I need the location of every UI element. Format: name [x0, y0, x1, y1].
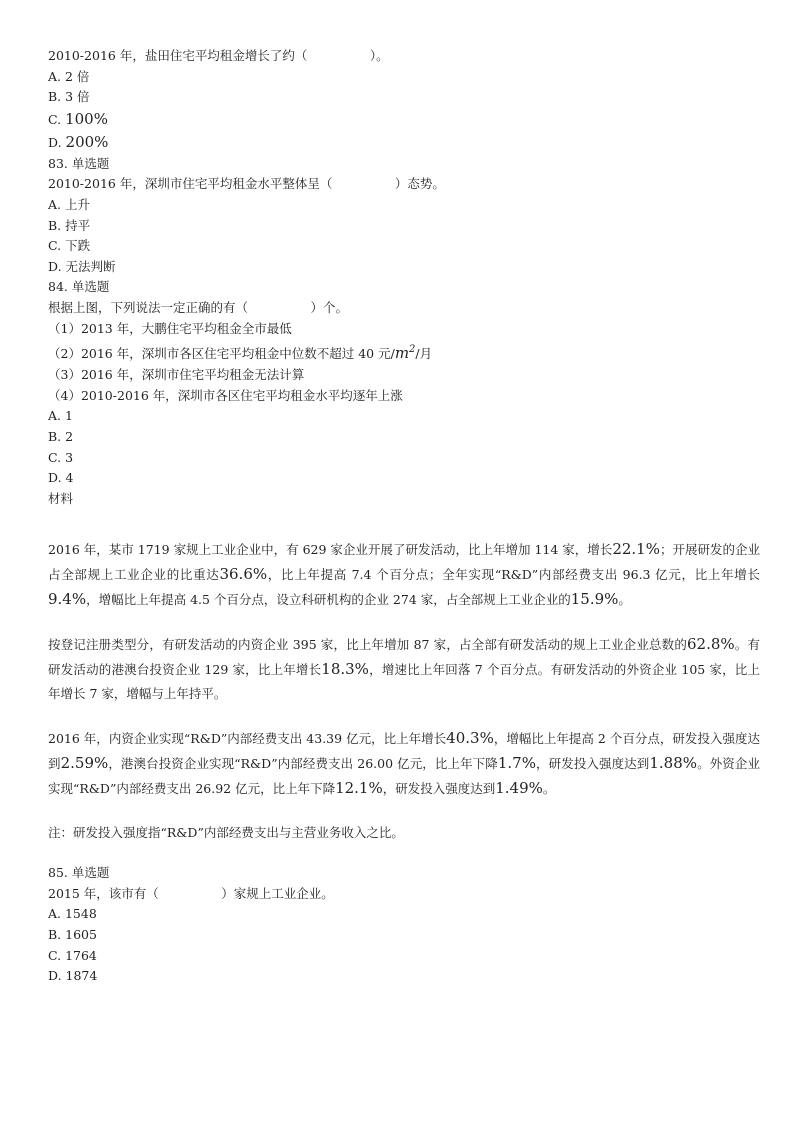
- text-run: 2016 年，某市 1719 家规上工业企业中，有 629 家企业开展了研发活动，比上年增加 114 家，增长: [48, 542, 613, 558]
- question-84-stem: 根据上图，下列说法一定正确的有（ ）个。: [48, 299, 349, 315]
- option-b: B. 3 倍: [48, 89, 90, 105]
- option-c: [48, 108, 760, 131]
- math-value: 1.7%: [497, 754, 536, 773]
- text-run: 2016 年，内资企业实现“R&D”内部经费支出 43.39 亿元，比上年增长: [48, 731, 447, 747]
- text-run: 按登记注册类型分，有研发活动的内资企业 395 家，比上年增加 87 家，占全部有研发活动的规上工业企业总数的: [48, 637, 687, 653]
- material-paragraph-2: [48, 632, 760, 706]
- text-run: ；开展研发的企业占全部规上工业企业的比重达: [48, 542, 760, 583]
- text-run: ，增速比上年回落 7 个百分点。有研发活动的外资企业 105 家，比上年增长 7 家，增幅与上年持平。: [48, 662, 760, 702]
- math-value: 22.1%: [612, 540, 660, 559]
- statement-4: （4）2010-2016 年，深圳市各区住宅平均租金水平均逐年上涨: [48, 387, 403, 403]
- math-value: 2.59%: [60, 754, 109, 773]
- unit-base: m: [394, 344, 410, 363]
- option-c: C. 3: [48, 449, 74, 465]
- option-a: A. 2 倍: [48, 68, 90, 84]
- text-run: ，港澳台投资企业实现“R&D”内部经费支出 26.00 亿元，比上年下降: [108, 756, 498, 772]
- math-value: 1.49%: [495, 779, 543, 798]
- question-85-stem: 2015 年，该市有（ ）家规上工业企业。: [48, 885, 334, 901]
- unit-exponent: 2: [409, 344, 416, 356]
- option-a: A. 1548: [48, 906, 97, 922]
- math-value: 12.1%: [335, 779, 383, 798]
- option-b: B. 1605: [48, 927, 97, 943]
- question-82-stem: 2010-2016 年，盐田住宅平均租金增长了约（ ）。: [48, 48, 389, 63]
- option-d: [48, 131, 760, 154]
- math-value: 1.88%: [649, 754, 698, 773]
- option-d: D. 无法判断: [48, 258, 116, 274]
- option-c: C. 下跌: [48, 238, 91, 254]
- text-run: ，增幅比上年提高 2 个百分点，研发投入强度达到: [48, 731, 760, 772]
- text-run: ，研发投入强度达到: [382, 781, 496, 797]
- math-value: 40.3%: [446, 729, 494, 748]
- math-value: 100%: [65, 109, 108, 128]
- unit-tail: /月: [415, 346, 433, 362]
- text-run: 。: [618, 592, 631, 608]
- question-83-stem: 2010-2016 年，深圳市住宅平均租金水平整体呈（ ）态势。: [48, 176, 445, 192]
- option-c: C. 1764: [48, 947, 97, 963]
- text-run: ，比上年提高 7.4 个百分点；全年实现“R&D”内部经费支出 96.3 亿元，比上年增长: [267, 567, 760, 583]
- math-value: 15.9%: [570, 590, 619, 609]
- math-value: 9.4%: [48, 590, 87, 609]
- option-label: C.: [48, 111, 66, 127]
- statement-1: （1）2013 年，大鹏住宅平均租金全市最低: [48, 320, 292, 336]
- statement-2: [48, 339, 760, 365]
- question-83-header: 83. 单选题: [48, 155, 110, 171]
- math-value: 36.6%: [219, 565, 268, 584]
- text-run: 。: [542, 781, 556, 797]
- math-value: 18.3%: [321, 660, 369, 679]
- option-d: D. 1874: [48, 968, 98, 984]
- question-85-header: 85. 单选题: [48, 865, 110, 881]
- text-run: ，研发投入强度达到: [535, 756, 650, 772]
- material-paragraph-3: [48, 726, 760, 801]
- option-b: B. 2: [48, 428, 74, 444]
- document-page: [48, 46, 760, 987]
- option-d: D. 4: [48, 470, 74, 486]
- material-label: 材料: [48, 490, 74, 506]
- statement-text: （2）2016 年，深圳市各区住宅平均租金中位数不超过 40 元/: [48, 346, 395, 362]
- material-paragraph-1: [48, 537, 760, 612]
- material-note: 注：研发投入强度指“R&D”内部经费支出与主营业务收入之比。: [48, 825, 404, 841]
- option-a: A. 上升: [48, 196, 90, 212]
- option-label: D.: [48, 134, 66, 150]
- option-a: A. 1: [48, 408, 73, 424]
- text-run: 。外资企业实现“R&D”内部经费支出 26.92 亿元，比上年下降: [48, 756, 760, 797]
- text-run: ，增幅比上年提高 4.5 个百分点，设立科研机构的企业 274 家，占全部规上工业企业的: [86, 592, 571, 608]
- text-run: 。有研发活动的港澳台投资企业 129 家，比上年增长: [48, 637, 760, 678]
- math-value: 62.8%: [686, 635, 735, 654]
- question-84-header: 84. 单选题: [48, 279, 110, 295]
- option-b: B. 持平: [48, 217, 91, 233]
- math-value: 200%: [65, 132, 109, 151]
- statement-3: （3）2016 年，深圳市住宅平均租金无法计算: [48, 367, 305, 383]
